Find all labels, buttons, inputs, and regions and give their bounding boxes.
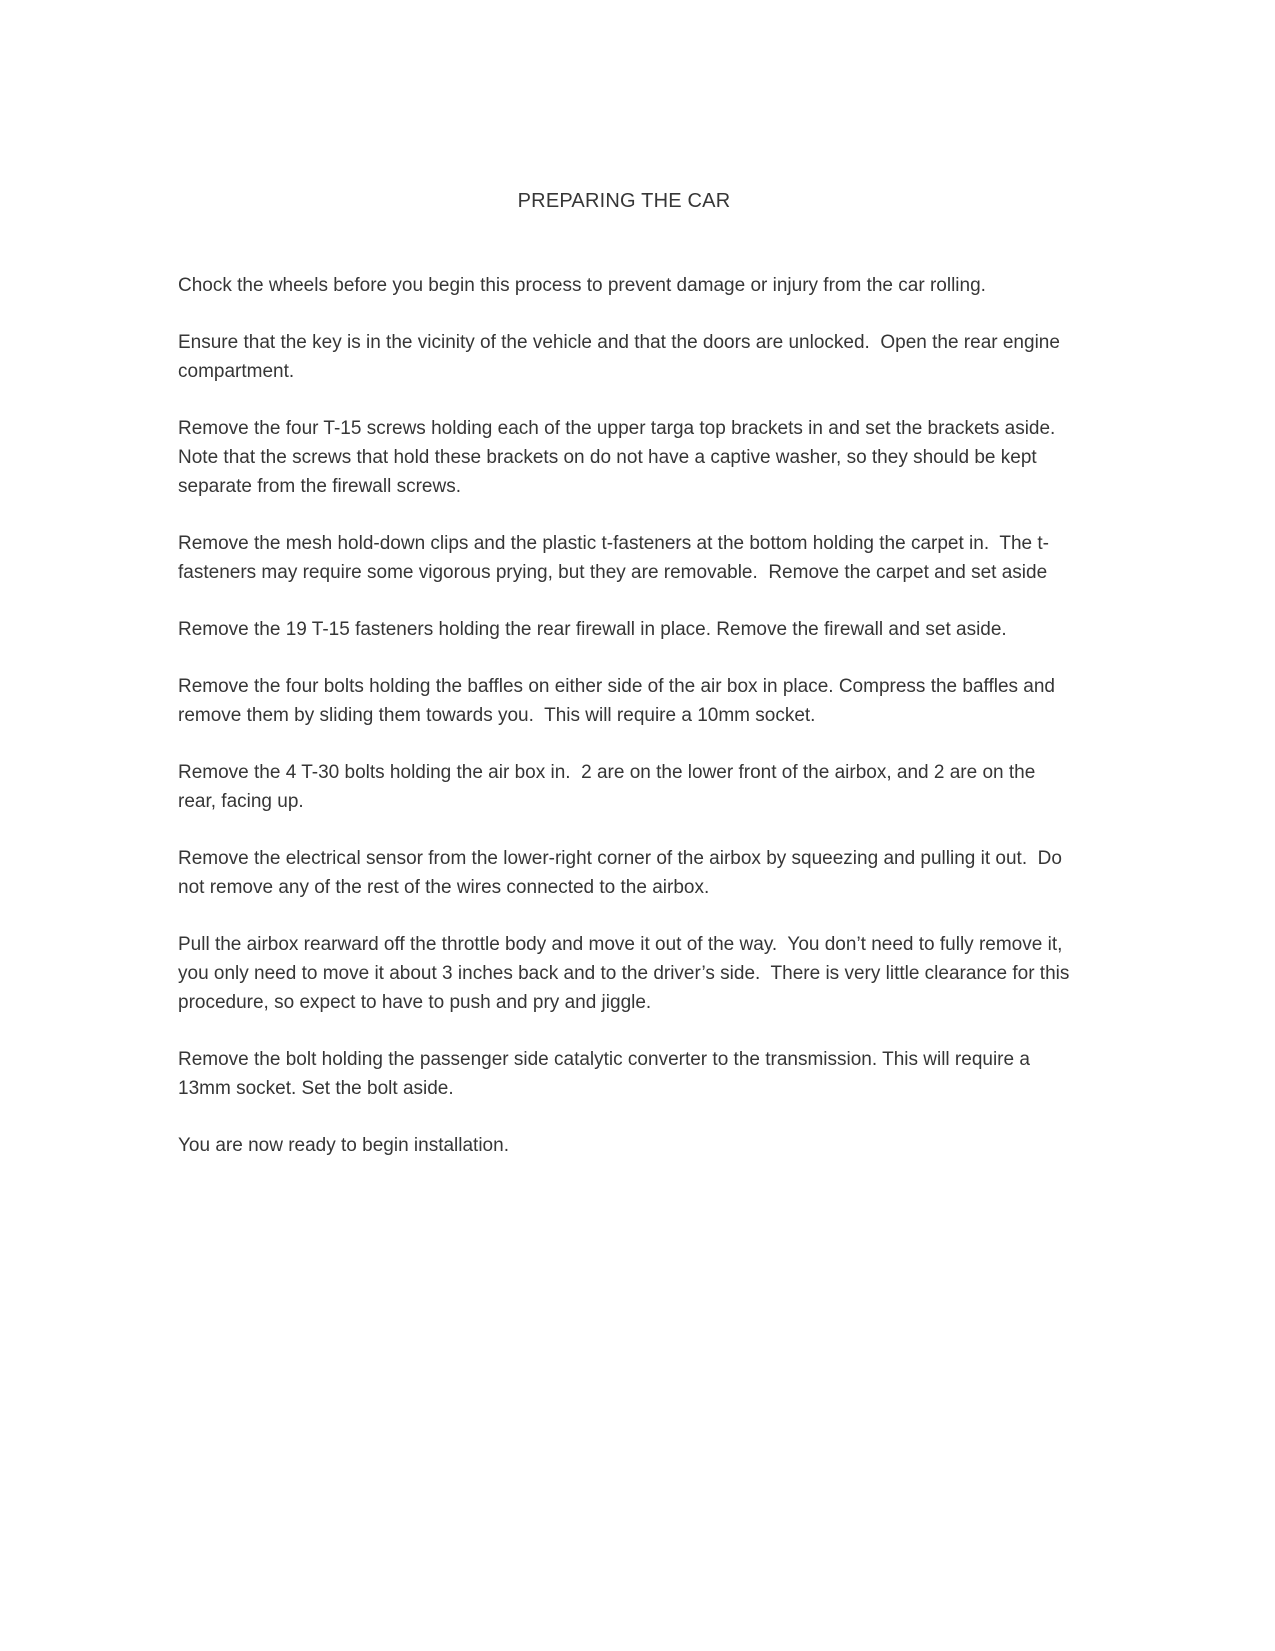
paragraph-electrical-sensor: Remove the electrical sensor from the lower-right corner of the airbox by squeezing and pulling it out. Do not remove any of the rest of the wires connected to the airbox.	[178, 848, 1068, 898]
paragraph-key-vicinity: Ensure that the key is in the vicinity of the vehicle and that the doors are unlocked. Open the rear engine compartment.	[178, 332, 1066, 382]
document-content	[178, 190, 1075, 1188]
paragraph-chock-wheels: Chock the wheels before you begin this process to prevent damage or injury from the car rolling.	[178, 275, 986, 296]
paragraph-carpet-clips: Remove the mesh hold-down clips and the plastic t-fasteners at the bottom holding the carpet in. The t-fasteners may require some vigorous prying, but they are removable. Remove the carpet and set aside	[178, 533, 1049, 583]
paragraph-baffle-bolts: Remove the four bolts holding the baffles on either side of the air box in place. Compress the baffles and remove them by sliding them towards you. This will require a 10mm socket.	[178, 676, 1061, 726]
paragraph-airbox-rearward: Pull the airbox rearward off the throttle body and move it out of the way. You don’t need to fully remove it, you only need to move it about 3 inches back and to the driver’s side. There is very little clearance for this procedure, so expect to have to push and pry and jiggle.	[178, 934, 1075, 1013]
paragraph-catalytic-bolt: Remove the bolt holding the passenger side catalytic converter to the transmission. This will require a 13mm socket. Set the bolt aside.	[178, 1049, 1036, 1099]
paragraph-firewall-fasteners: Remove the 19 T-15 fasteners holding the rear firewall in place. Remove the firewall and set aside.	[178, 619, 1007, 640]
page-title: PREPARING THE CAR	[517, 190, 731, 212]
paragraph-ready-install: You are now ready to begin installation.	[178, 1135, 509, 1156]
paragraph-airbox-bolts: Remove the 4 T-30 bolts holding the air box in. 2 are on the lower front of the airbox, and 2 are on the rear, facing up.	[178, 762, 1041, 812]
paragraph-targa-brackets: Remove the four T-15 screws holding each of the upper targa top brackets in and set the brackets aside. Note that the screws that hold these brackets on do not have a captive washer, so they should be kept separate from the firewall screws.	[178, 418, 1066, 497]
